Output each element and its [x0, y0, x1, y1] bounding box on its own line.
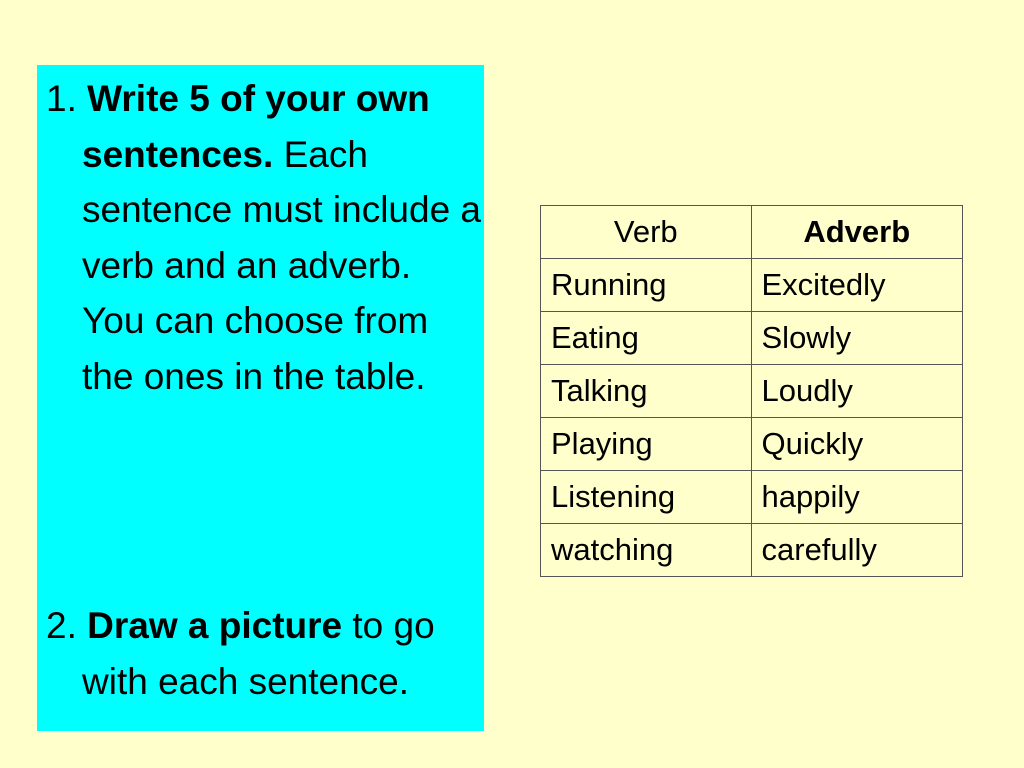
- table-row: [541, 365, 963, 418]
- instruction-2-heading: Draw a picture: [87, 605, 343, 646]
- instruction-2-number: 2.: [46, 605, 77, 646]
- adverb-column-header: Adverb: [751, 206, 963, 259]
- verb-cell: Eating: [541, 312, 752, 365]
- verb-cell: Playing: [541, 418, 752, 471]
- table-row: [541, 524, 963, 577]
- verb-cell: watching: [541, 524, 752, 577]
- adverb-cell: Slowly: [751, 312, 963, 365]
- table-row: [541, 418, 963, 471]
- verb-cell: Listening: [541, 471, 752, 524]
- adverb-cell: Loudly: [751, 365, 963, 418]
- verb-cell: Talking: [541, 365, 752, 418]
- instruction-2-text: to go with each sentence.: [82, 605, 435, 702]
- adverb-cell: happily: [751, 471, 963, 524]
- instruction-1-heading: Write 5 of your own sentences.: [82, 78, 430, 175]
- adverb-cell: Quickly: [751, 418, 963, 471]
- instruction-1: [46, 71, 482, 404]
- instruction-1-text: Each sentence must include a verb and an adverb. You can choose from the ones in the table.: [82, 133, 482, 397]
- table-row: [541, 312, 963, 365]
- verb-column-header: Verb: [541, 206, 752, 259]
- adverb-cell: Excitedly: [751, 259, 963, 312]
- table-header-row: [541, 206, 963, 259]
- table-row: [541, 259, 963, 312]
- instruction-1-number: 1.: [46, 78, 77, 119]
- verb-cell: Running: [541, 259, 752, 312]
- table-row: [541, 471, 963, 524]
- instruction-2: [46, 598, 482, 709]
- verb-adverb-table: [540, 205, 963, 577]
- adverb-cell: carefully: [751, 524, 963, 577]
